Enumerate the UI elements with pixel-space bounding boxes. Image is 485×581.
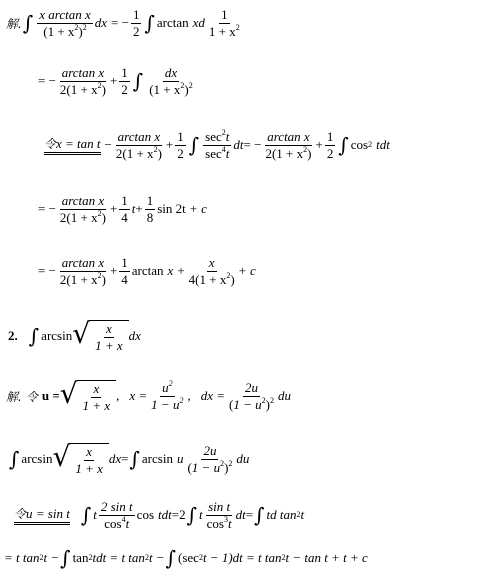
integral-sign: ∫ <box>186 503 198 528</box>
line-4: = − $\frac{\text{arctan x}}{2(1 + x^2)}$ + $\frac{1}{4}$ t + $\frac{1}{8}$ sin 2t + c <box>38 193 207 225</box>
line-1: 解. ∫ $\frac{\text{x arctan x}}{(1 + x^2)^2}$ dx = − $\frac{1}{2}$ ∫ arctan xd $\frac{1}{1 + x^2}$ <box>6 7 240 39</box>
integral-sign: ∫ <box>129 447 140 472</box>
fraction: $\frac{2u}{(1 - u^2)^2}$ <box>187 443 233 475</box>
fraction: $\frac{1}{8}$ <box>146 193 154 225</box>
fraction: $\frac{\text{sin t}}{\cos^3t}$ <box>206 499 232 531</box>
fraction: $\frac{\text{arctan x}}{2(1 + x^2)}$ <box>59 255 106 287</box>
substitution-x-tan-t: 令x = tan t <box>44 135 101 155</box>
fraction: $\frac{1}{4}$ <box>121 193 128 225</box>
integral-sign: ∫ <box>132 69 144 94</box>
line-2: = − $\frac{\text{arctan x}}{2(1 + x^2)}$ + $\frac{1}{2}$ ∫ $\frac{dx}{(1 + x^2)^2}$ <box>38 65 193 97</box>
fraction: $\frac{\sec^2t}{\sec^4t}$ <box>205 128 230 161</box>
line-8: ∫ arcsin √ $\frac{x}{1 + x}$ dx = ∫ arcsin u $\frac{2u}{(1 - u^2)^2}$ du <box>9 440 250 476</box>
line-9: 令u = sin t ∫ t $\frac{\text{2 sin t}}{\cos^4t}$ cos tdt = 2 ∫ t $\frac{\text{sin t}}{\cos^3t}$ dt = ∫ td tan 2 t <box>14 499 305 531</box>
integral-sign: ∫ <box>28 324 40 349</box>
problem-number: 2. <box>8 328 18 344</box>
integral-sign: ∫ <box>60 546 71 570</box>
fraction: $\frac{\text{arctan x}}{2(1 + x^2)}$ <box>115 129 162 161</box>
fraction: $\frac{u^2}{1 - u^2}$ <box>151 379 184 412</box>
sqrt: √ $\frac{x}{1 + x}$ <box>60 380 116 412</box>
substitution-u-sin-t: 令u = sin t <box>14 505 70 525</box>
fraction: $\frac{1}{2}$ <box>132 7 140 39</box>
fraction: $\frac{x}{4(1 + x^2)}$ <box>188 255 235 287</box>
fraction: $\frac{\text{2 sin t}}{\cos^4t}$ <box>100 499 133 531</box>
fraction: $\frac{1}{1 + x^2}$ <box>208 7 240 39</box>
integral-sign: ∫ <box>80 503 92 528</box>
fraction: $\frac{\text{arctan x}}{2(1 + x^2)}$ <box>265 129 312 161</box>
fraction: $\frac{dx}{(1 + x^2)^2}$ <box>149 65 193 97</box>
line-7: 解. 令 u = √ $\frac{x}{1 + x}$ , x = $\frac{u^2}{1 - u^2}$ , dx = $\frac{2u}{(1 - u^2)^2}$ du <box>6 377 291 413</box>
line-3: 令x = tan t − $\frac{\text{arctan x}}{2(1 + x^2)}$ + $\frac{1}{2}$ ∫ $\frac{\sec^2t}{\sec^4t}$ dt = − $\frac{\text{arctan x}}{2(1 + x^2)}$ + $\frac{1}{2}$ ∫ cos 2 tdt <box>44 128 390 161</box>
line-6-problem-2: 2. ∫ arcsin √ $\frac{x}{1 + x}$ dx <box>8 317 141 353</box>
integral-sign: ∫ <box>144 11 155 36</box>
fraction: $\frac{1}{2}$ <box>177 129 184 161</box>
integral-sign: ∫ <box>338 133 349 158</box>
fraction: $\frac{2u}{(1 - u^2)^2}$ <box>229 380 274 412</box>
fraction: $\frac{\text{arctan x}}{2(1 + x^2)}$ <box>59 65 106 97</box>
integral-sign: ∫ <box>22 11 34 36</box>
fraction: $\frac{1}{2}$ <box>326 129 334 161</box>
line-5: = − $\frac{\text{arctan x}}{2(1 + x^2)}$ + $\frac{1}{4}$ arctan x + $\frac{x}{4(1 + x^2)}$ + c <box>38 255 256 287</box>
fraction: $\frac{\text{x arctan x}}{(1 + x^2)^2}$ <box>39 7 91 39</box>
integral-sign: ∫ <box>165 546 176 570</box>
sqrt: √ $\frac{x}{1 + x}$ <box>72 320 128 352</box>
integral-sign: ∫ <box>9 447 20 472</box>
solution-label: 解. <box>6 16 22 31</box>
line-10: = t tan 2 t − ∫ tan 2 tdt = t tan 2 t − ∫ (sec 2 t − 1)dt = t tan 2 t − tan t + t + c <box>4 546 368 570</box>
sqrt: √ $\frac{x}{1 + x}$ <box>52 443 108 475</box>
integral-sign: ∫ <box>188 133 200 158</box>
fraction: $\frac{1}{4}$ <box>121 255 128 287</box>
fraction: $\frac{1}{2}$ <box>121 65 128 97</box>
fraction: $\frac{\text{arctan x}}{2(1 + x^2)}$ <box>59 193 106 225</box>
integral-sign: ∫ <box>254 503 265 528</box>
